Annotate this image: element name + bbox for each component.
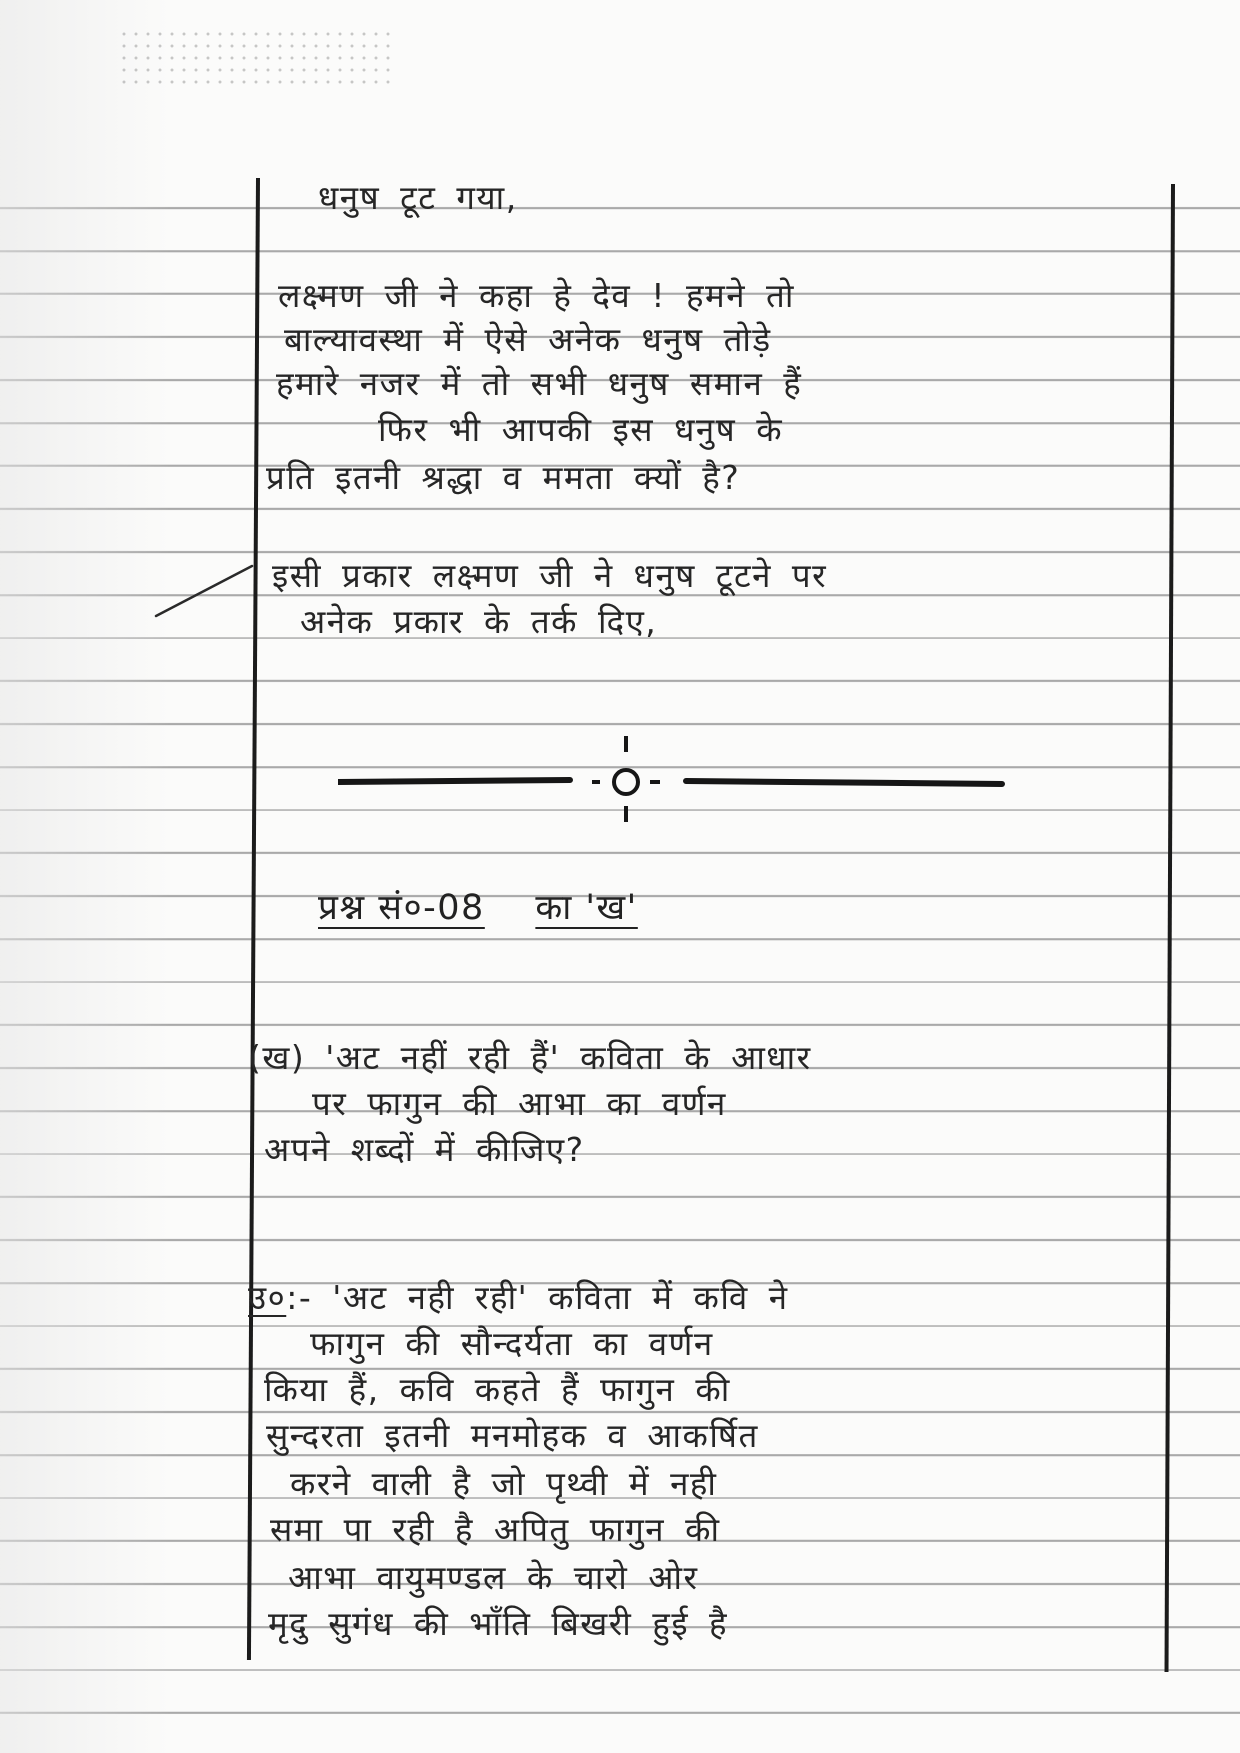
text-line-3: बाल्यावस्था में ऐसे अनेक धनुष तोड़े	[284, 320, 772, 359]
text-line-4: हमारे नजर में तो सभी धनुष समान हैं	[276, 364, 803, 403]
text-line-8: अनेक प्रकार के तर्क दिए,	[300, 602, 658, 641]
section-divider	[338, 736, 1008, 826]
answer-line-6: समा पा रही है अपितु फागुन की	[270, 1510, 721, 1549]
page-shadow	[0, 0, 170, 1753]
text-line-2: लक्ष्मण जी ने कहा हे देव ! हमने तो	[278, 276, 795, 315]
text-line-5: फिर भी आपकी इस धनुष के	[378, 410, 784, 449]
question-part: का 'ख'	[535, 888, 638, 928]
question-line-1: (ख) 'अट नहीं रही हैं' कविता के आधार	[248, 1038, 812, 1077]
answer-line-1	[248, 1276, 789, 1319]
answer-line-4: सुन्दरता इतनी मनमोहक व आकर्षित	[266, 1416, 759, 1455]
answer-line-1-text: :- 'अट नही रही' कविता में कवि ने	[286, 1278, 789, 1317]
question-heading	[318, 886, 638, 931]
left-margin-line	[247, 178, 260, 1660]
question-number: प्रश्न सं०-08	[318, 888, 485, 928]
question-line-3: अपने शब्दों में कीजिए?	[264, 1130, 585, 1169]
right-margin-line	[1165, 184, 1175, 1672]
answer-line-5: करने वाली है जो पृथ्वी में नही	[290, 1464, 718, 1503]
answer-line-2: फागुन की सौन्दर्यता का वर्णन	[310, 1324, 714, 1363]
answer-line-7: आभा वायुमण्डल के चारो ओर	[288, 1558, 699, 1597]
perforation-dots	[118, 28, 390, 92]
text-line-6: प्रति इतनी श्रद्धा व ममता क्यों है?	[266, 458, 741, 497]
answer-label: उ०	[248, 1278, 287, 1317]
text-line-7: इसी प्रकार लक्ष्मण जी ने धनुष टूटने पर	[272, 556, 828, 595]
pen-stroke-mark	[152, 560, 262, 620]
question-line-2: पर फागुन की आभा का वर्णन	[312, 1084, 727, 1123]
answer-line-3: किया हैं, कवि कहते हैं फागुन की	[264, 1370, 731, 1409]
text-line-1: धनुष टूट गया,	[318, 178, 518, 217]
answer-line-8: मृदु सुगंध की भाँति बिखरी हुई है	[268, 1604, 729, 1643]
